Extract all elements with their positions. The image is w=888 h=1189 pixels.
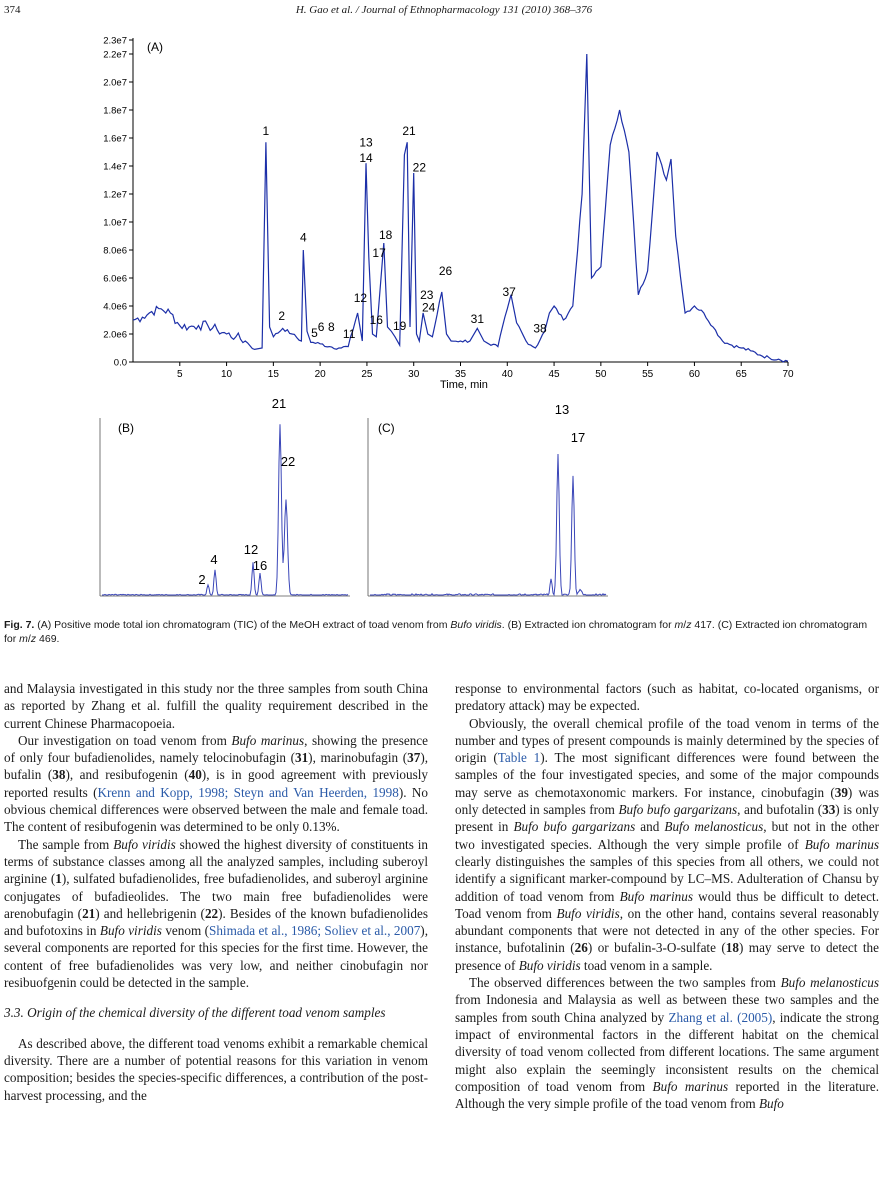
panel-b-label: (B)	[118, 421, 134, 435]
peak-label: 11	[342, 327, 356, 342]
peak-label: 21	[271, 396, 287, 411]
paragraph: and Malaysia investigated in this study nor the three samples from south China as reported by Zhang et al. fulfill the quality requirement described in the current Chinese Pharmacopoeia.	[4, 681, 428, 731]
peak-label: 18	[378, 227, 393, 242]
panel-c-chromatogram	[368, 402, 608, 596]
x-tick-label: 15	[267, 369, 279, 380]
peak-label: 17	[372, 246, 386, 260]
peak-label: 8	[328, 320, 335, 335]
figure-caption: Fig. 7. (A) Positive mode total ion chromatogram (TIC) of the MeOH extract of toad venom from Bufo viridis. (B) Extracted ion chromatogram for m/z 417. (C) Extracted ion chromatogram for m/z 469.	[4, 619, 868, 645]
peak-label: 22	[412, 160, 427, 175]
x-tick-label: 65	[735, 369, 747, 380]
y-tick-label: 2.0e7	[103, 77, 127, 89]
y-tick-label: 6.0e6	[103, 273, 127, 285]
citation-link[interactable]: Krenn and Kopp, 1998; Steyn and Van Heerden, 1998	[97, 784, 399, 800]
peak-label: 16	[252, 558, 268, 573]
peak-label: 13	[359, 135, 373, 150]
citation-link[interactable]: Zhang et al. (2005)	[668, 1009, 773, 1025]
peak-label: 1	[262, 124, 270, 139]
x-tick-label: 40	[501, 369, 513, 380]
peak-label: 2	[278, 309, 286, 323]
x-tick-label: 35	[454, 369, 467, 380]
journal-citation: H. Gao et al. / Journal of Ethnopharmacology 131 (2010) 368–376	[295, 4, 593, 16]
y-tick-label: 1.4e7	[103, 161, 127, 173]
y-tick-label: 1.0e7	[103, 217, 127, 229]
peak-label: 5	[311, 325, 318, 340]
citation-link[interactable]: Shimada et al., 1986; Soliev et al., 2007	[209, 923, 421, 939]
x-tick-label: 50	[595, 369, 607, 380]
peak-label: 19	[392, 318, 407, 333]
paragraph: As described above, the different toad venoms exhibit a remarkable chemical diversity. There are a number of potential reasons for this variation in venom composition; besides the species-specific differences, a contribution of the post-harvest processing, and the	[4, 1035, 428, 1103]
panel-a-x-label: Time, min	[440, 379, 488, 391]
peak-label: 16	[369, 313, 383, 328]
peak-label: 26	[438, 264, 453, 279]
running-head	[0, 3, 888, 21]
panel-c-label: (C)	[378, 421, 395, 435]
table-link[interactable]: Table 1	[497, 750, 541, 766]
peak-label: 17	[570, 430, 586, 445]
page-number: 374	[4, 4, 21, 16]
x-tick-label: 25	[361, 369, 373, 380]
y-tick-label: 4.0e6	[103, 301, 127, 313]
panel-b-chromatogram	[92, 396, 357, 602]
x-tick-label: 60	[688, 369, 700, 380]
figure-7	[80, 28, 800, 612]
y-tick-label: 2.2e7	[103, 49, 127, 61]
peak-label: 21	[402, 124, 416, 139]
x-tick-label: 20	[314, 369, 326, 380]
panel-a-label: (A)	[147, 40, 163, 54]
panel-a-chromatogram	[103, 36, 794, 392]
peak-label: 6	[317, 320, 325, 335]
peak-label: 2	[198, 572, 206, 587]
peak-label: 38	[533, 321, 547, 336]
peak-label: 4	[210, 552, 218, 567]
x-tick-label: 30	[408, 369, 420, 380]
paragraph: Obviously, the overall chemical profile of the toad venom in terms of the number and types of present compounds is mainly determined by the species of origin (Table 1). The most significant differences were found between the samples of the four investigated species, and some of the major compounds may serve as chemotaxonomic markers. For instance, cinobufagin (39) was only detected in samples from Bufo bufo gargarizans, and bufotalin (33) is only present in Bufo bufo gargarizans and Bufo melanosticus, but not in the other two investigated species. Although the very simple profile of Bufo marinus clearly distinguishes the samples of this species from all others, we could not identify a significant marker-compound by LC–MS. Adulteration of Chansu by addition of toad venom from Bufo marinus would thus be difficult to detect. Toad venom from Bufo viridis, on the other hand, contains several reasonably abundant components that were not detected in any of the other species. For instance, bufotalinin (26) or bufalin-3-O-sulfate (18) may serve to detect the presence of Bufo viridis toad venom in a sample.	[455, 715, 880, 973]
x-tick-label: 45	[548, 369, 560, 380]
x-tick-label: 70	[782, 369, 794, 380]
paragraph: Our investigation on toad venom from Bufo marinus, showing the presence of only four bufadienolides, namely telocinobufagin (31), marinobufagin (37), bufalin (38), and resibufogenin (40), is in good agreement with previously reported results (Krenn and Kopp, 1998; Steyn and Van Heerden, 1998). No obvious chemical differences were observed between the male and female toad. The content of resibufogenin was determined to be only 0.13%.	[4, 732, 429, 835]
panel-a-trace	[133, 54, 788, 362]
body-column-right	[455, 680, 879, 1112]
paragraph: The sample from Bufo viridis showed the highest diversity of constituents in terms of substance classes among all the analyzed samples, including suberoyl arginine (1), sulfated bufadienolides, free bufadienolides, and suberoyl arginine conjugates of bufadieolides. The two main free bufadienolides were arenobufagin (21) and hellebrigenin (22). Besides of the known bufadienolides and bufotoxins in Bufo viridis venom (Shimada et al., 1986; Soliev et al., 2007), several components are reported for this species for the first time. However, the content of free bufadienolides was very low, and neither cinobufagin nor resibuofgenin could be detected in the sample.	[4, 836, 428, 991]
y-tick-label: 1.8e7	[103, 105, 127, 117]
peak-label: 24	[422, 300, 436, 315]
peak-label: 14	[359, 150, 373, 165]
x-tick-label: 10	[221, 369, 233, 380]
body-column-left	[4, 680, 428, 1104]
peak-label: 12	[243, 542, 259, 557]
y-tick-label: 0.0	[113, 357, 127, 369]
y-tick-label: 1.2e7	[103, 189, 127, 201]
panel-c-trace	[370, 454, 606, 595]
peak-label: 31	[470, 311, 485, 326]
peak-label: 4	[299, 230, 307, 245]
y-tick-label: 1.6e7	[103, 133, 127, 145]
peak-label: 13	[554, 402, 570, 417]
y-tick-label: 2.3e7	[103, 35, 127, 47]
x-tick-label: 55	[642, 369, 654, 380]
section-heading: 3.3. Origin of the chemical diversity of the different toad venom samples	[4, 1005, 386, 1021]
x-tick-label: 5	[177, 369, 183, 380]
peak-label: 12	[353, 290, 368, 305]
peak-label: 37	[502, 285, 516, 300]
caption-label: Fig. 7.	[4, 619, 35, 631]
paragraph: response to environmental factors (such as habitat, co-located organisms, or predatory attack) may be expected.	[455, 681, 879, 714]
peak-label: 22	[280, 454, 296, 469]
y-tick-label: 2.0e6	[103, 329, 127, 341]
y-tick-label: 8.0e6	[103, 245, 127, 257]
paragraph: The observed differences between the two samples from Bufo melanosticus from Indonesia and Malaysia as well as between these two samples and the samples from south China analyzed by Zhang et al. (2005), indicate the strong impact of environmental factors in the different habitat on the chemical diversity of toad venom collected from different locations. The same argument might also explain the seemingly inconsistent results on the chemical composition of toad venom from Bufo marinus reported in the literature. Although the very simple profile of the toad venom from Bufo	[455, 975, 880, 1112]
peak-label: 23	[420, 288, 434, 302]
